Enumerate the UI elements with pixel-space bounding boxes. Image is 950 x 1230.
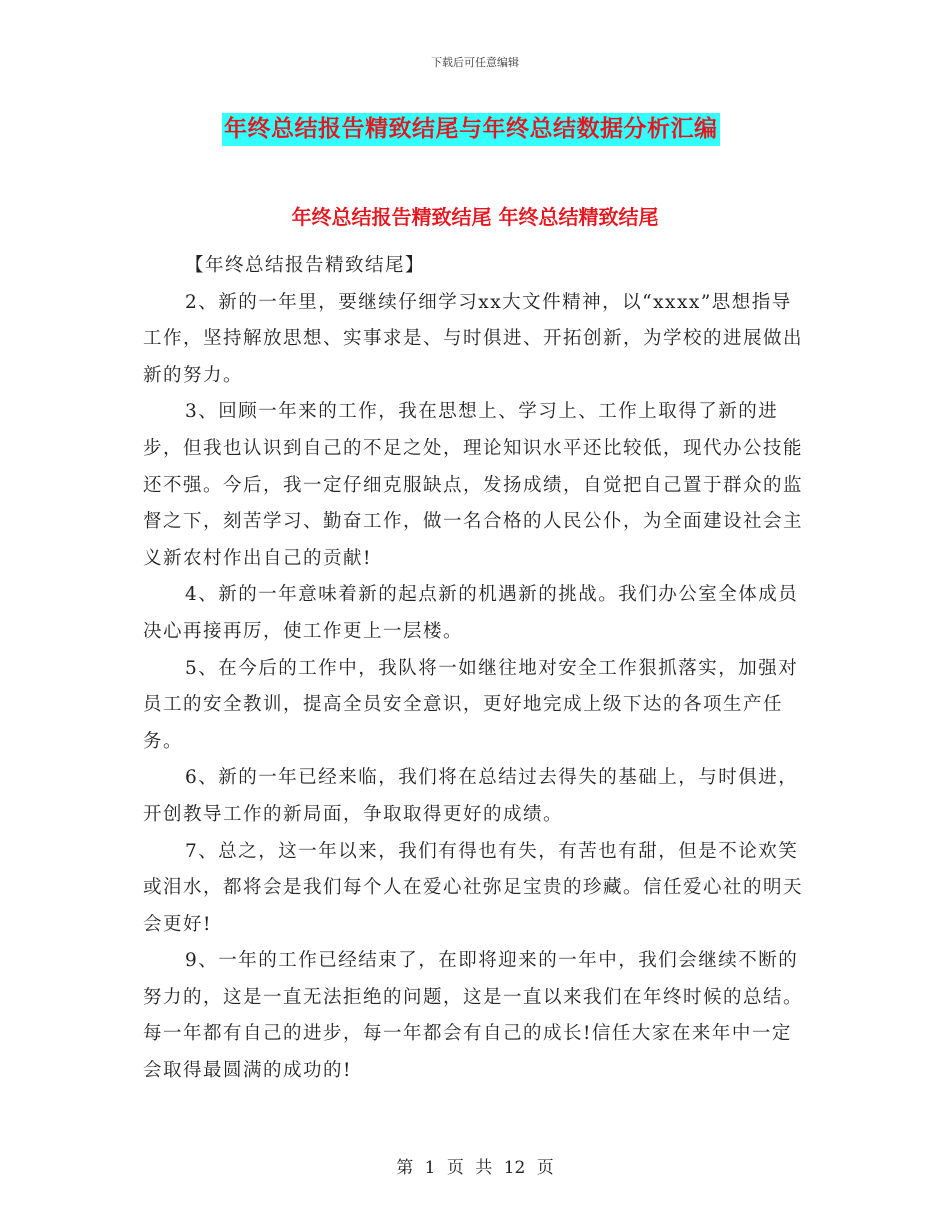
document-title: 年终总结报告精致结尾与年终总结数据分析汇编 bbox=[222, 113, 720, 146]
paragraph: 5、在今后的工作中，我队将一如继往地对安全工作狠抓落实，加强对员工的安全教训，提高全员安全意识，更好地完成上级下达的各项生产任务。 bbox=[143, 657, 799, 752]
paragraph: 3、回顾一年来的工作，我在思想上、学习上、工作上取得了新的进步，但我也认识到自己的不足之处，理论知识水平还比较低，现代办公技能还不强。今后，我一定仔细克服缺点，发扬成绩，自觉把自己置于群众的监督之下，刻苦学习、勤奋工作，做一名合格的人民公仆，为全面建设社会主义新农村作出自己的贡献! bbox=[143, 401, 804, 569]
paragraph: 4、新的一年意味着新的起点新的机遇新的挑战。我们办公室全体成员决心再接再厉，使工作更上一层楼。 bbox=[143, 584, 799, 642]
section-title: 年终总结报告精致结尾 年终总结精致结尾 bbox=[291, 205, 659, 229]
paragraph: 9、一年的工作已经结束了，在即将迎来的一年中，我们会继续不断的努力的，这是一直无法拒绝的问题，这是一直以来我们在年终时候的总结。每一年都有自己的进步，每一年都会有自己的成长!信任大家在来年中一定会取得最圆满的成功的! bbox=[143, 950, 804, 1082]
header-note: 下载后可任意编辑 bbox=[431, 56, 519, 69]
paragraph: 2、新的一年里，要继续仔细学习xx大文件精神，以“xxxx”思想指导工作，坚持解放思想、实事求是、与时俱进、开拓创新，为学校的进展做出新的努力。 bbox=[143, 291, 804, 386]
paragraph: 6、新的一年已经来临，我们将在总结过去得失的基础上，与时俱进，开创教导工作的新局面，争取取得更好的成绩。 bbox=[143, 767, 799, 825]
paragraph: 7、总之，这一年以来，我们有得也有失，有苦也有甜，但是不论欢笑或泪水，都将会是我们每个人在爱心社弥足宝贵的珍藏。信任爱心社的明天会更好! bbox=[143, 840, 804, 935]
section-heading: 【年终总结报告精致结尾】 bbox=[185, 255, 426, 276]
page-footer: 第 1 页 共 12 页 bbox=[396, 1158, 554, 1178]
document-body bbox=[143, 218, 809, 1090]
